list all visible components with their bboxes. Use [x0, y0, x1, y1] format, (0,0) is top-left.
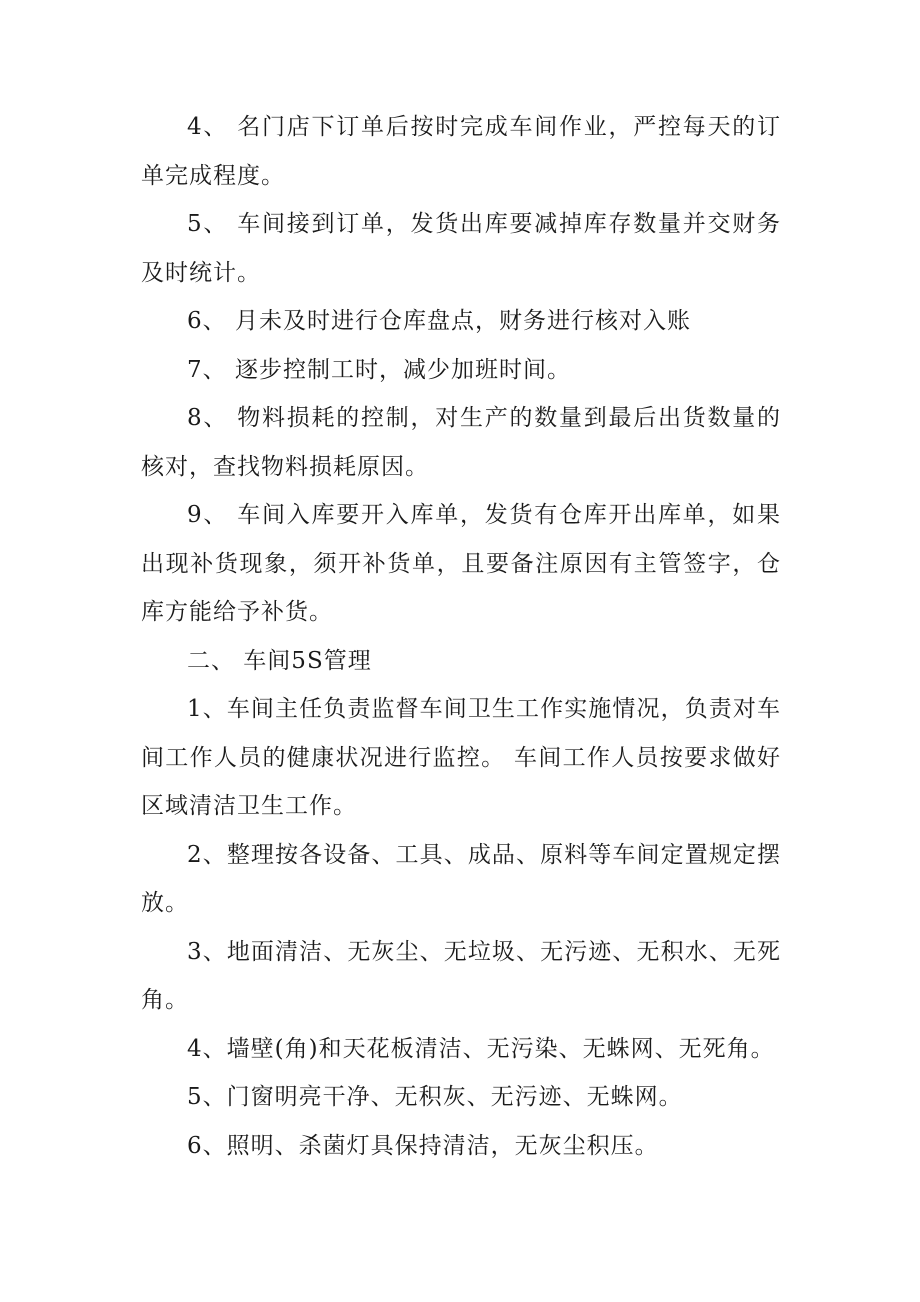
paragraph-item-5-shipping: 5、 车间接到订单，发货出库要减掉库存数量并交财务及时统计。 [141, 211, 781, 286]
paragraph-item-9-warehouse: 9、 车间入库要开入库单，发货有仓库开出库单，如果出现补货现象，须开补货单，且要备注原因有主管签字，仓库方能给予补货。 [141, 502, 781, 625]
document-body [141, 103, 781, 1170]
paragraph-item-4-orders: 4、 名门店下订单后按时完成车间作业，严控每天的订单完成程度。 [141, 114, 781, 189]
paragraph-5s-item-6: 6、照明、杀菌灯具保持清洁，无灰尘积压。 [187, 1132, 659, 1159]
paragraph-5s-item-2: 2、整理按各设备、工具、成品、原料等车间定置规定摆放。 [141, 841, 781, 916]
paragraph-5s-item-3: 3、地面清洁、无灰尘、无垃圾、无污迹、无积水、无死角。 [141, 938, 781, 1013]
paragraph-5s-item-1: 1、车间主任负责监督车间卫生工作实施情况，负责对车间工作人员的健康状况进行监控。 车间工作人员按要求做好区域清洁卫生工作。 [141, 696, 781, 819]
paragraph-item-7-worktime: 7、 逐步控制工时，减少加班时间。 [187, 356, 571, 383]
paragraph-5s-item-4: 4、墙壁(角)和天花板清洁、无污染、无蛛网、无死角。 [187, 1035, 775, 1062]
paragraph-item-8-material-loss: 8、 物料损耗的控制，对生产的数量到最后出货数量的核对，查找物料损耗原因。 [141, 405, 781, 480]
paragraph-item-6-inventory: 6、 月未及时进行仓库盘点，财务进行核对入账 [187, 308, 691, 334]
section-heading-5s: 二、 车间5S管理 [187, 647, 372, 674]
paragraph-5s-item-5: 5、门窗明亮干净、无积灰、无污迹、无蛛网。 [187, 1084, 683, 1110]
